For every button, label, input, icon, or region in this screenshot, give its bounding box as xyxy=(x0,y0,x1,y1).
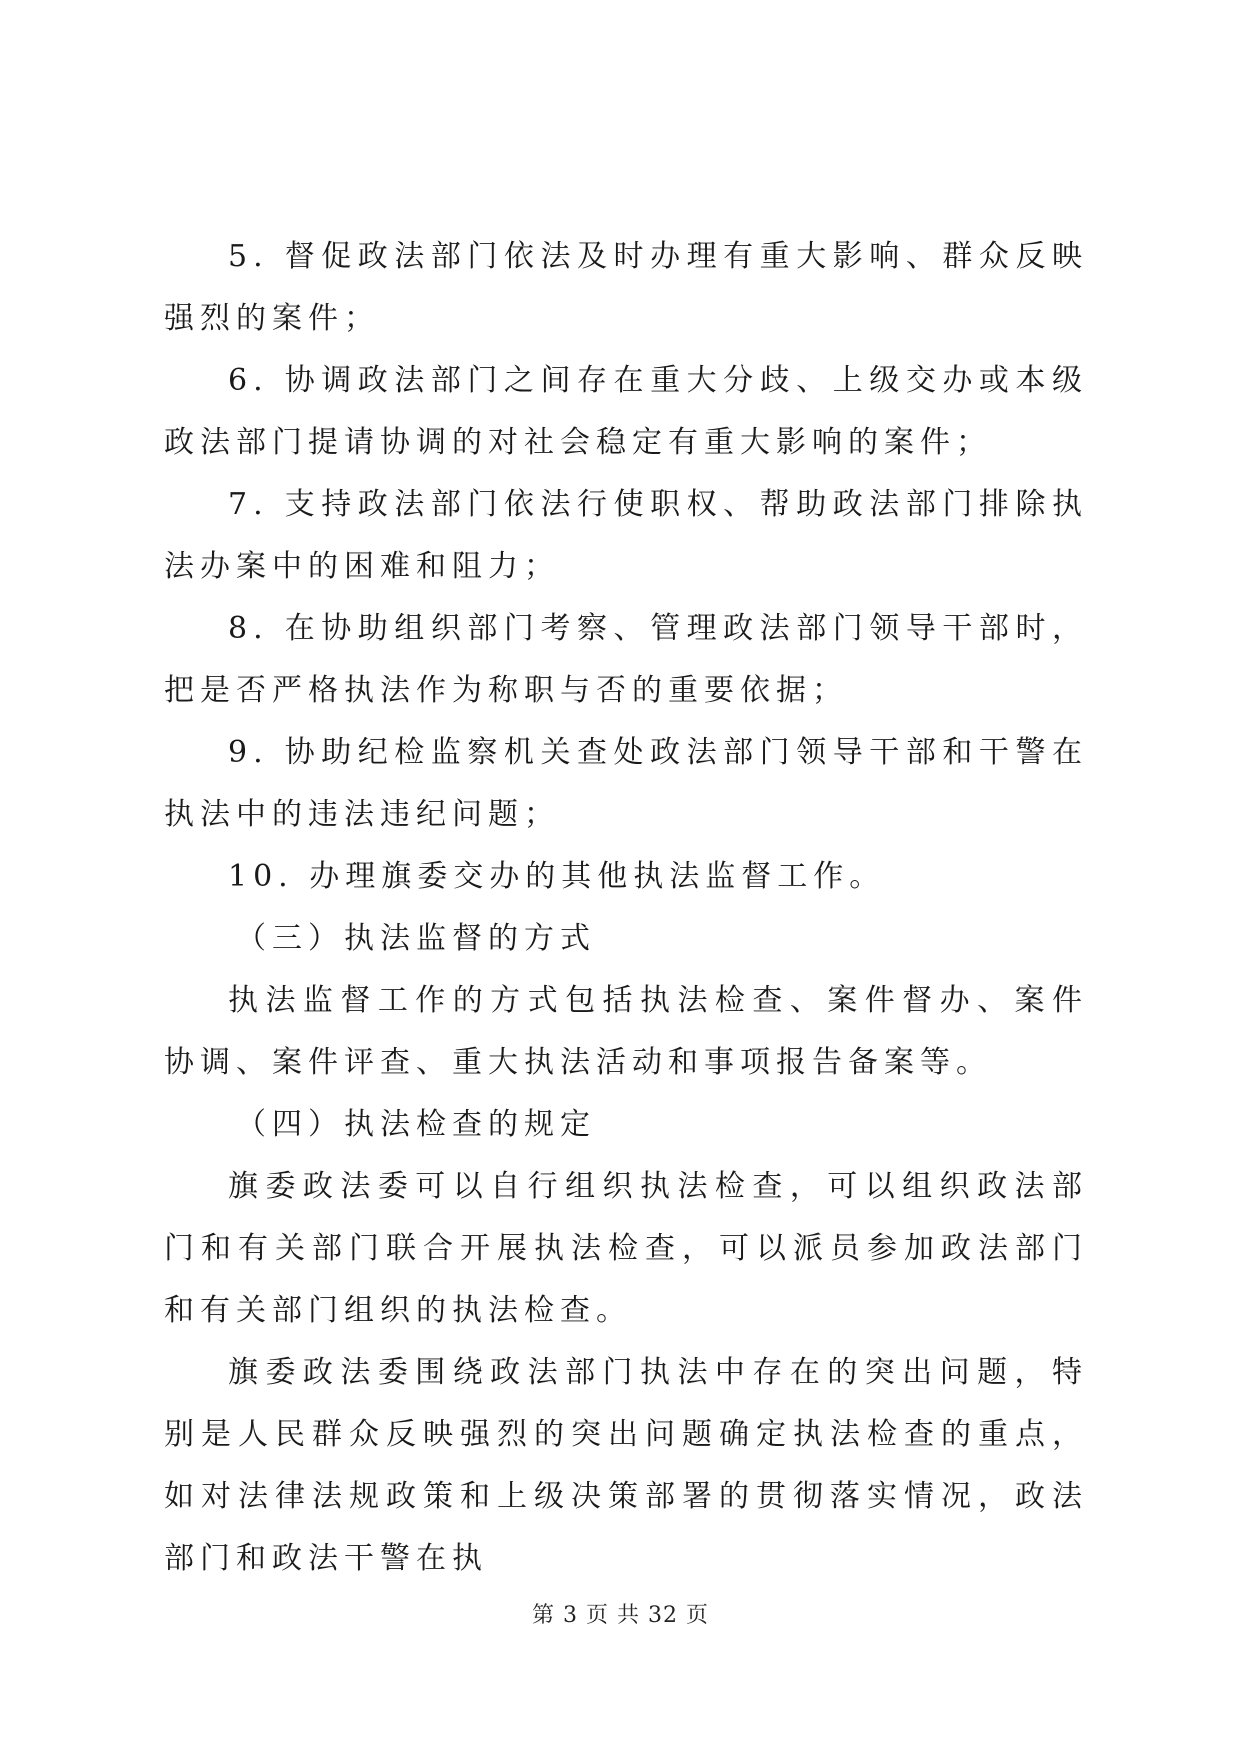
list-item-5: 5. 督促政法部门依法及时办理有重大影响、群众反映强烈的案件； xyxy=(164,239,1088,336)
section-heading-4: （四）执法检查的规定 xyxy=(236,1107,596,1142)
list-item-7: 7. 支持政法部门依法行使职权、帮助政法部门排除执法办案中的困难和阻力； xyxy=(164,487,1088,584)
section-body-4-paragraph-2: 旗委政法委围绕政法部门执法中存在的突出问题，特别是人民群众反映强烈的突出问题确定执法检查的重点，如对法律法规政策和上级决策部署的贯彻落实情况，政法部门和政法干警在执 xyxy=(164,1355,1088,1576)
section-body-3: 执法监督工作的方式包括执法检查、案件督办、案件协调、案件评查、重大执法活动和事项报告备案等。 xyxy=(164,983,1088,1080)
page-footer: 第 3 页 共 32 页 xyxy=(532,1603,709,1628)
list-item-6: 6. 协调政法部门之间存在重大分歧、上级交办或本级政法部门提请协调的对社会稳定有重大影响的案件； xyxy=(164,363,1088,460)
list-item-8: 8. 在协助组织部门考察、管理政法部门领导干部时，把是否严格执法作为称职与否的重要依据； xyxy=(164,611,1088,708)
list-item-9: 9. 协助纪检监察机关查处政法部门领导干部和干警在执法中的违法违纪问题； xyxy=(164,735,1088,832)
list-item-10: 10. 办理旗委交办的其他执法监督工作。 xyxy=(228,859,886,894)
document-body xyxy=(164,226,1088,1590)
section-body-4-paragraph-1: 旗委政法委可以自行组织执法检查，可以组织政法部门和有关部门联合开展执法检查，可以派员参加政法部门和有关部门组织的执法检查。 xyxy=(164,1169,1088,1328)
section-heading-3: （三）执法监督的方式 xyxy=(236,921,596,956)
